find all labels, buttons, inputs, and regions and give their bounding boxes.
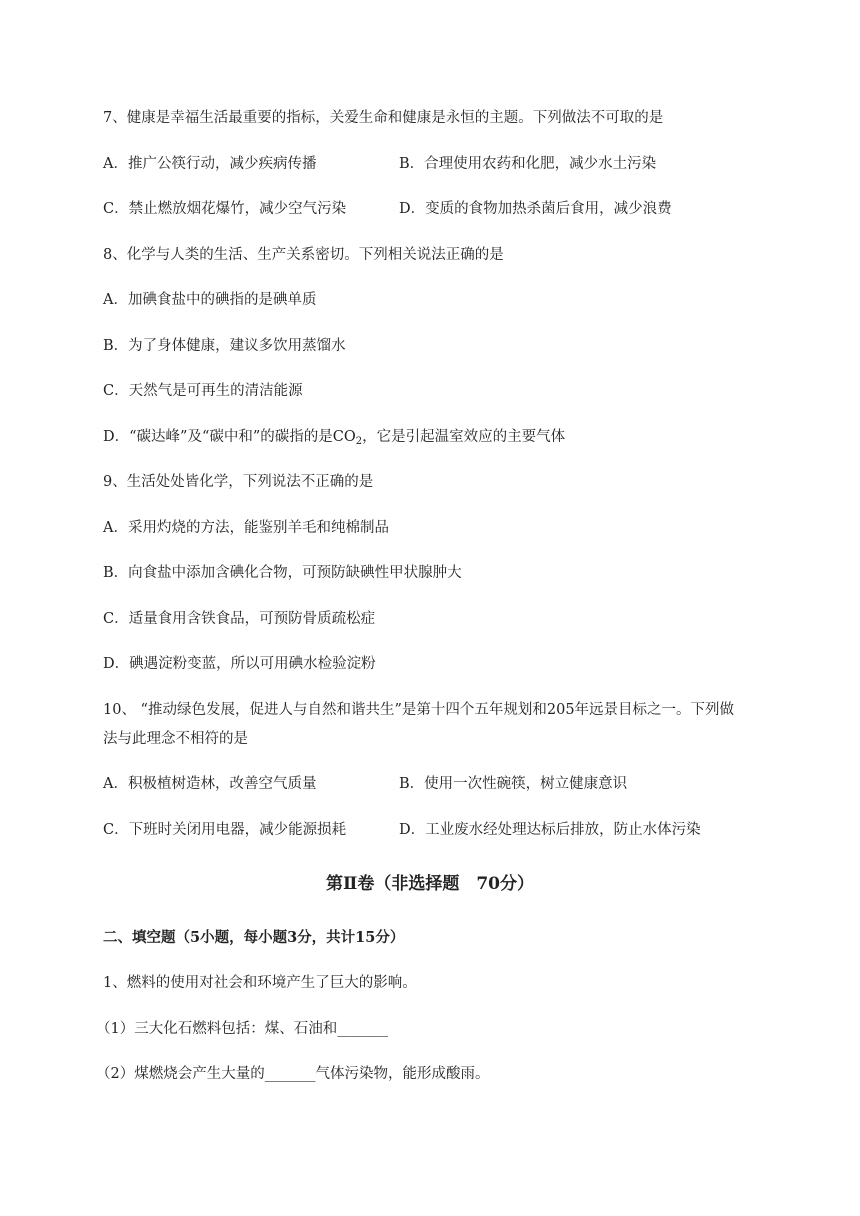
q9-option-d: D．碘遇淀粉变蓝，所以可用碘水检验淀粉 bbox=[103, 656, 376, 672]
q7-options-row2 bbox=[103, 199, 672, 219]
q7-stem: 7、健康是幸福生活最重要的指标，关爱生命和健康是永恒的主题。下列做法不可取的是 bbox=[103, 110, 664, 126]
q8-option-d-post: ，它是引起温室效应的主要气体 bbox=[362, 429, 566, 445]
q8-option-d bbox=[103, 427, 565, 452]
q8-option-d-subscript: 2 bbox=[355, 436, 363, 447]
q8-option-c: C．天然气是可再生的清洁能源 bbox=[103, 383, 303, 399]
q9-stem: 9、生活处处皆化学，下列说法不正确的是 bbox=[103, 474, 374, 490]
q7-option-c: C．禁止燃放烟花爆竹，减少空气污染 bbox=[103, 201, 347, 217]
q10-options-row2 bbox=[103, 820, 701, 840]
q7-option-b: B．合理使用农药和化肥，减少水土污染 bbox=[399, 156, 657, 172]
part-heading: 二、填空题（5小题，每小题3分，共计15分） bbox=[103, 929, 405, 946]
q7-option-d: D．变质的食物加热杀菌后食用，减少浪费 bbox=[399, 201, 672, 217]
q10-stem-line2: 法与此理念不相符的是 bbox=[103, 731, 248, 747]
q10-option-a: A．积极植树造林，改善空气质量 bbox=[103, 776, 317, 792]
section-title: 第Ⅱ卷（非选择题 70分） bbox=[326, 874, 534, 894]
fill1-sub1: （1）三大化石燃料包括：煤、石油和_______ bbox=[96, 1021, 388, 1037]
q7-option-a: A．推广公筷行动，减少疾病传播 bbox=[103, 156, 317, 172]
q8-option-a: A．加碘食盐中的碘指的是碘单质 bbox=[103, 292, 317, 308]
q8-option-b: B．为了身体健康，建议多饮用蒸馏水 bbox=[103, 338, 346, 354]
q10-option-b: B．使用一次性碗筷，树立健康意识 bbox=[399, 776, 628, 792]
q9-option-c: C．适量食用含铁食品，可预防骨质疏松症 bbox=[103, 611, 376, 627]
q7-options-row1 bbox=[103, 154, 657, 174]
q8-stem: 8、化学与人类的生活、生产关系密切。下列相关说法正确的是 bbox=[103, 247, 504, 263]
q8-option-d-pre: D．“碳达峰”及“碳中和”的碳指的是CO bbox=[103, 429, 356, 445]
q9-option-a: A．采用灼烧的方法，能鉴别羊毛和纯棉制品 bbox=[103, 520, 389, 536]
q10-option-d: D．工业废水经处理达标后排放，防止水体污染 bbox=[399, 822, 701, 838]
q10-stem-line1: 10、 “推动绿色发展，促进人与自然和谐共生”是第十四个五年规划和205年远景目标之一。下列做 bbox=[103, 702, 735, 718]
q10-options-row1 bbox=[103, 774, 628, 794]
q10-option-c: C．下班时关闭用电器，减少能源损耗 bbox=[103, 822, 347, 838]
fill1-stem: 1、燃料的使用对社会和环境产生了巨大的影响。 bbox=[103, 975, 417, 991]
fill1-sub2: （2）煤燃烧会产生大量的_______气体污染物，能形成酸雨。 bbox=[96, 1066, 490, 1082]
q9-option-b: B．向食盐中添加含碘化合物，可预防缺碘性甲状腺肿大 bbox=[103, 565, 462, 581]
